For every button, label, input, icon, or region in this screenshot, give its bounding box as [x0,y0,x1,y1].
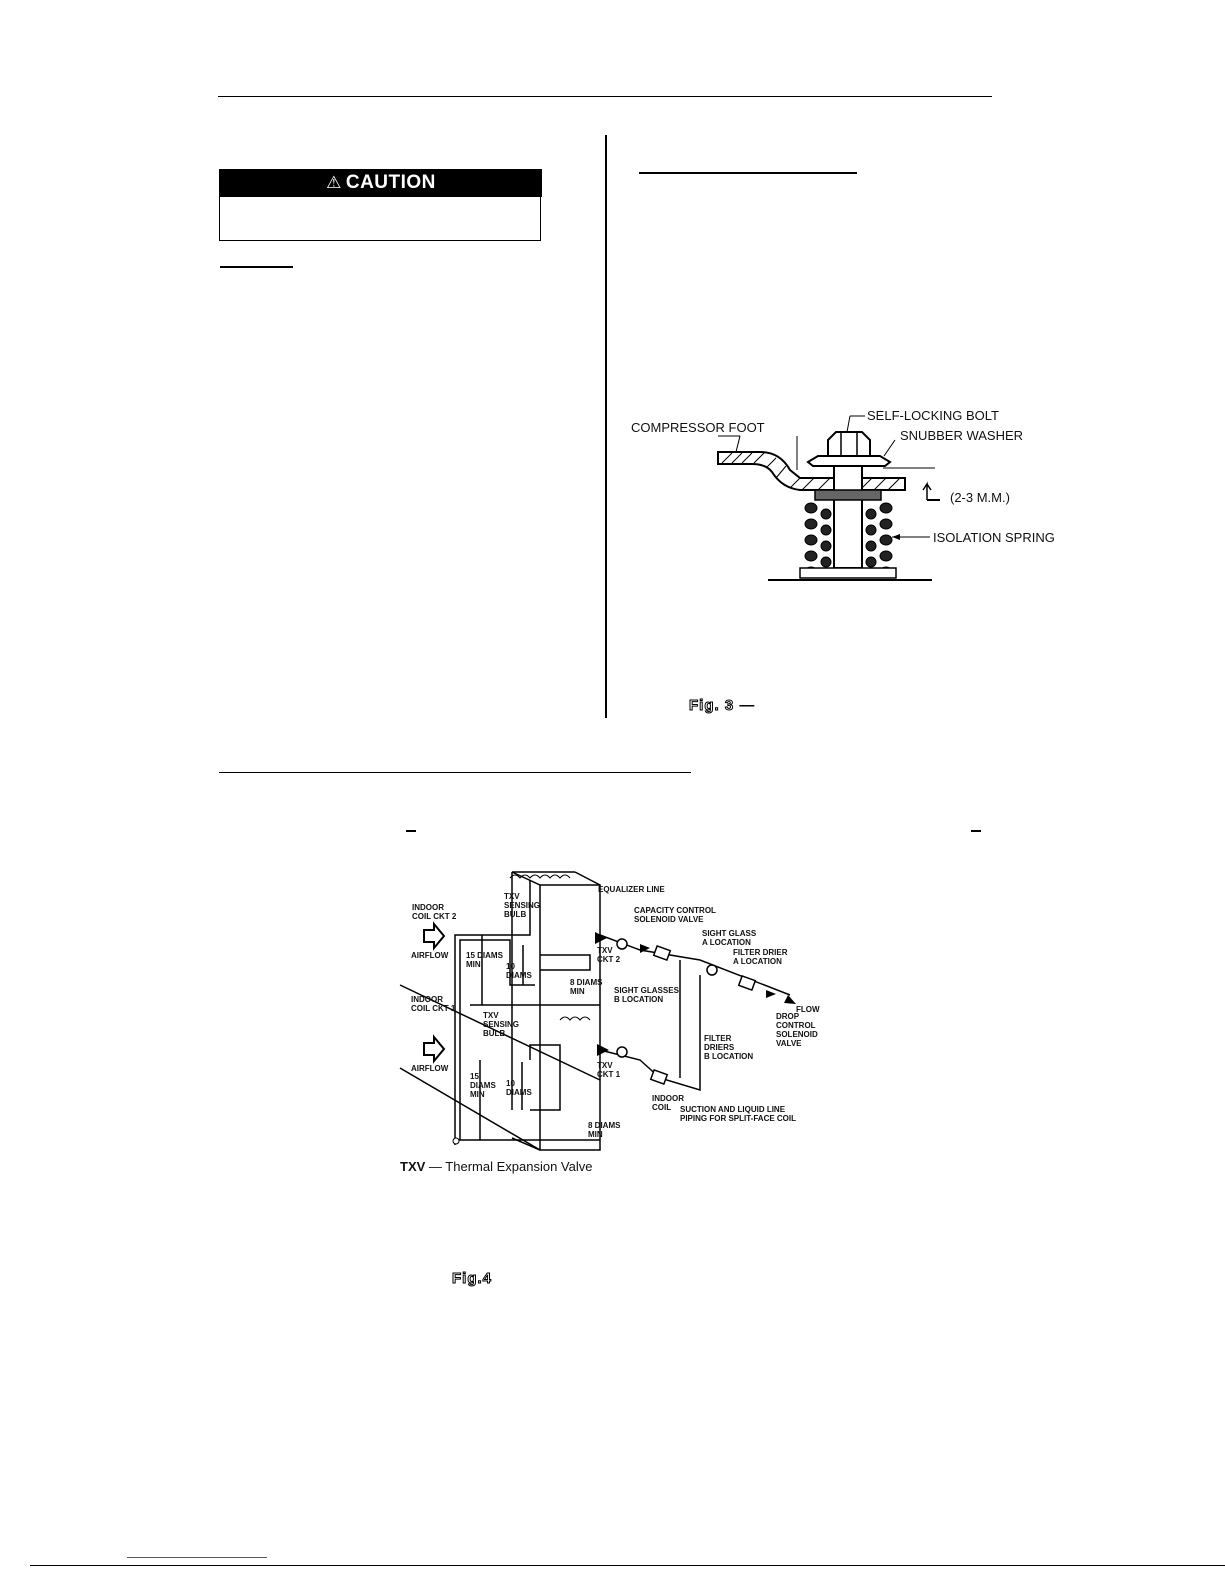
caution-title: CAUTION [345,172,436,193]
fig4-caption [452,1270,492,1287]
footer-rule [30,1565,1225,1566]
fig4-label-equalizer-line: EQUALIZER LINE [598,885,665,894]
fig4-label-8-diams-bottom: 8 DIAMS MIN [588,1121,621,1139]
fig4-label-10-diams-bottom: 10 DIAMS [506,1079,532,1097]
fig3-caption-dash: — [739,697,756,714]
fig4-label-txv-ckt2: TXV CKT 2 [597,946,621,964]
label-gap: (2-3 M.M.) [950,490,1010,505]
fig4-label-indoor-coil: INDOOR COIL [652,1094,684,1112]
fig4-label-sight-glass-a: SIGHT GLASS A LOCATION [702,929,757,947]
fig4-legend [400,1159,592,1174]
label-isolation-spring: ISOLATION SPRING [933,530,1055,545]
fig4-label-indoor-coil-ckt1: INDOOR COIL CKT 1 [411,995,456,1013]
fig4-label-txv-ckt1: TXV CKT 1 [597,1061,621,1079]
fig3-caption-label: Fig. 3 [689,697,735,714]
fig4-label-filter-driers-b: FILTER DRIERS B LOCATION [704,1034,754,1061]
fig4-label-airflow-bottom: AIRFLOW [411,1064,449,1073]
fig4-label-indoor-coil-ckt2: INDOOR COIL CKT 2 [412,903,457,921]
fig4-label-sight-glasses-b: SIGHT GLASSES B LOCATION [614,986,679,1004]
fig4-label-txv-sensing-bulb-bottom: TXV SENSING BULB [483,1011,520,1038]
label-compressor-foot: COMPRESSOR FOOT [631,420,765,435]
fig4-label-suction-liquid: SUCTION AND LIQUID LINE PIPING FOR SPLIT-FACE COIL [680,1105,797,1123]
fig4-label-15-diams-top: 15 DIAMS MIN [466,951,503,969]
fig4-label-10-diams-top: 10 DIAMS [506,962,532,980]
label-self-locking-bolt: SELF-LOCKING BOLT [867,408,999,423]
fig4-label-txv-sensing-bulb-top: TXV SENSING BULB [504,892,541,919]
fig4-legend-text: — Thermal Expansion Valve [428,1159,593,1174]
fig4-label-8-diams-top: 8 DIAMS MIN [570,978,603,996]
footer-link-underline[interactable] [127,1557,267,1558]
fig4-label-capacity-control: CAPACITY CONTROL SOLENOID VALVE [634,906,716,924]
fig4-label-filter-drier-a: FILTER DRIER A LOCATION [733,948,788,966]
fig4-label-drop-control: DROP CONTROL SOLENOID VALVE [776,1012,818,1048]
label-snubber-washer: SNUBBER WASHER [900,428,1024,443]
fig4-label-15-diams-bottom: 15 DIAMS MIN [470,1072,496,1099]
fig4-label-flow: FLOW [796,1005,820,1014]
warning-triangle-icon: ⚠ [326,173,342,192]
fig4-label-airflow-top: AIRFLOW [411,951,449,960]
fig4-legend-abbr: TXV [400,1159,426,1174]
fig4-caption-label: Fig.4 [452,1270,493,1287]
